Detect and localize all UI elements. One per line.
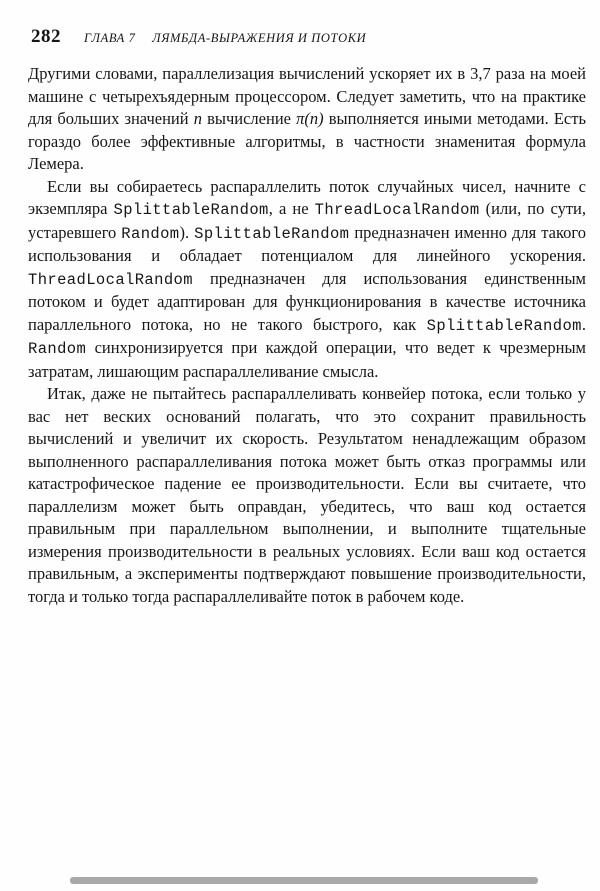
text-run: π(n) bbox=[296, 109, 324, 128]
code-span: SplittableRandom bbox=[194, 224, 350, 243]
text-run: ). bbox=[179, 222, 195, 242]
text-run: (или, по сути, устаревшего bbox=[28, 199, 586, 242]
running-head-title: ЛЯМБДА-ВЫРАЖЕНИЯ И ПОТОКИ bbox=[152, 31, 367, 45]
text-run: Если вы собираетесь распараллелить поток случайных чисел, начните с экземпляра bbox=[28, 176, 586, 218]
code-span: Random bbox=[28, 340, 87, 358]
code-span: ThreadLocalRandom bbox=[314, 201, 480, 219]
paragraph bbox=[28, 383, 586, 608]
text-column bbox=[28, 63, 586, 608]
text-run: синхронизируется при каждой операции, что ведет к чрезмерным затратам, лишающим распараллеливание смысла. bbox=[28, 338, 586, 381]
code-span: ThreadLocalRandom bbox=[28, 270, 193, 289]
paragraph bbox=[28, 176, 586, 384]
running-header bbox=[31, 26, 570, 48]
page-bottom-shadow-bar bbox=[70, 877, 538, 884]
text-run: , а не bbox=[268, 199, 315, 218]
text-run: вычисление bbox=[201, 109, 297, 128]
text-run: n bbox=[193, 109, 202, 128]
text-run: выполняется иными методами. Есть гораздо более эффективные алгоритмы, в частности знаменитая формула Лемера. bbox=[28, 109, 586, 173]
text-run: Итак, даже не пытайтесь распараллеливать конвейер потока, если только у вас нет веских оснований полагать, что это сохранит правильность вычислений и увеличит их скорость. Результатом ненадлежащим образом выполненного распараллеливания потока может быть отказ программы или катастрофическое падение ее производительности. Если вы считаете, что параллелизм может быть оправдан, убедитесь, что ваш код остается правильным при параллельном выполнении, и выполните тщательные измерения производительности в реальных условиях. Если ваш код остается правильным, а эксперименты подтверждают повышение производительности, тогда и только тогда распараллеливайте поток в рабочем коде. bbox=[28, 384, 586, 606]
code-span: SplittableRandom bbox=[426, 316, 582, 335]
text-run: . bbox=[581, 314, 586, 334]
code-span: Random bbox=[121, 224, 180, 243]
text-run: Другими словами, параллелизация вычислений ускоряет их в 3,7 раза на моей машине с четырехъядерным процессором. Следует заметить, что на практике для больших значений bbox=[28, 64, 586, 128]
page-number: 282 bbox=[31, 26, 61, 47]
text-run: предназначен для использования единственным потоком и будет адаптирован для функционирования в качестве источника параллельного потока, но не такого быстрого, как bbox=[28, 268, 586, 334]
text-run: предназначен именно для такого использования и обладает потенциалом для линейного ускорения. bbox=[28, 222, 586, 265]
paragraph bbox=[28, 63, 586, 176]
code-span: SplittableRandom bbox=[113, 201, 269, 219]
running-head-chapter: ГЛАВА 7 bbox=[84, 31, 136, 45]
running-head bbox=[84, 31, 366, 46]
